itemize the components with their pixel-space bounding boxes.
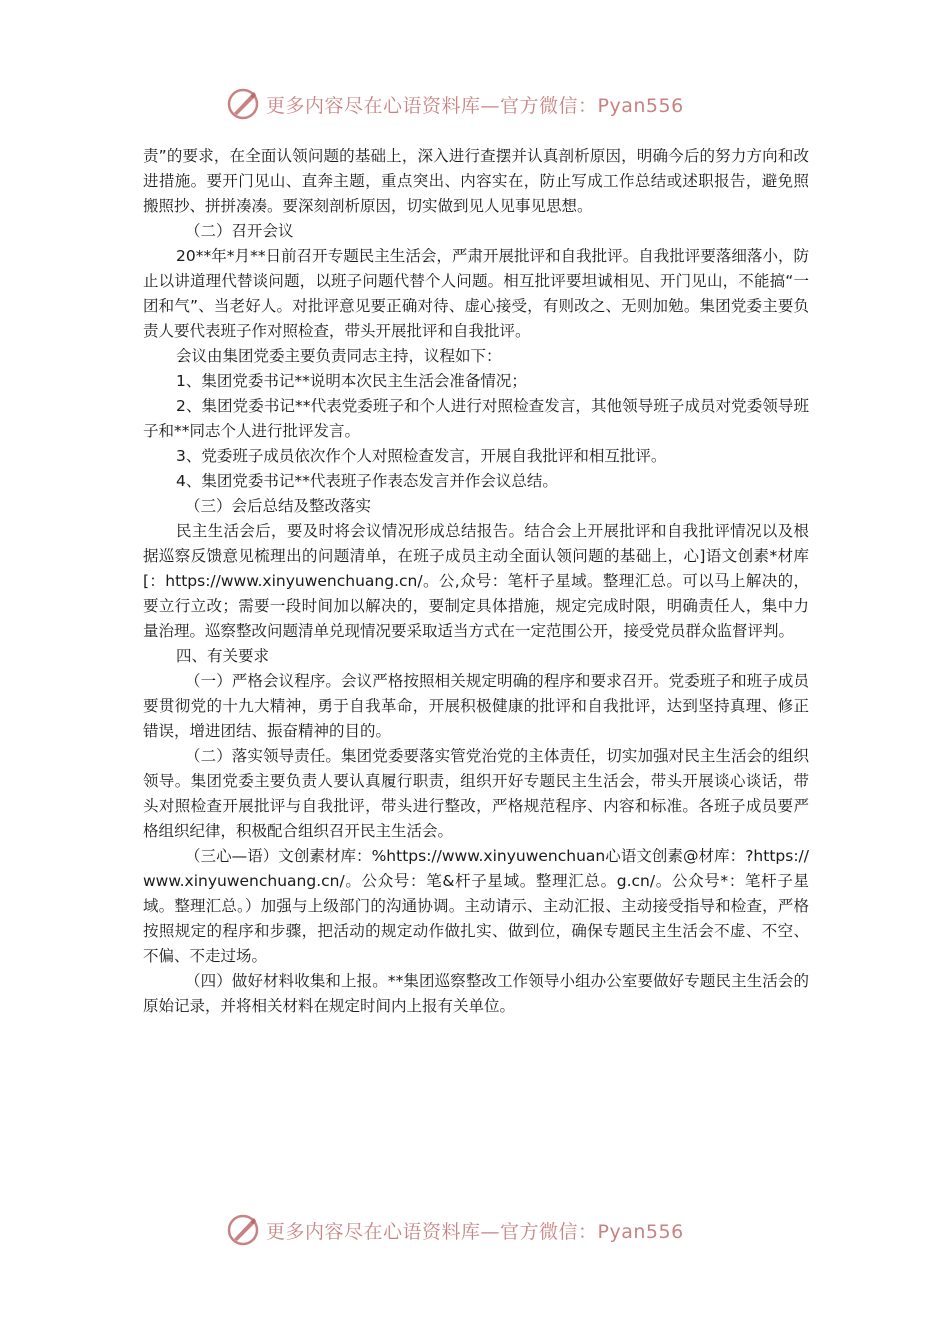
- section-heading: （二）召开会议: [185, 222, 294, 240]
- banner-wechat-code: Pyan556: [597, 94, 684, 117]
- list-item: 2、集团党委书记**代表党委班子和个人进行对照检查发言，其他领导班子成员对党委领导班子和**同志个人进行批评发言。: [143, 397, 809, 440]
- paragraph: 责”的要求，在全面认领问题的基础上，深入进行查摆并认真剖析原因，明确今后的努力方向和改进措施。要开门见山、直奔主题，重点突出、内容实在，防止写成工作总结或述职报告，避免照搬照抄、拼拼凑凑。要深刻剖析原因，切实做到见人见事见思想。: [143, 147, 809, 215]
- section-heading: （三）会后总结及整改落实: [185, 497, 372, 515]
- pen-circle-logo-icon: [226, 87, 260, 121]
- paragraph: （二）落实领导责任。集团党委要落实管党治党的主体责任，切实加强对民主生活会的组织领导。集团党委主要负责人要认真履行职责，组织开好专题民主生活会，带头开展谈心谈话，带头对照检查开展批评与自我批评，带头进行整改，严格规范程序、内容和标准。各班子成员要严格组织纪律，积极配合组织召开民主生活会。: [143, 747, 809, 840]
- banner-wechat-code: Pyan556: [597, 1220, 684, 1243]
- paragraph: 20**年*月**日前召开专题民主生活会，严肃开展批评和自我批评。自我批评要落细落小，防止以讲道理代替谈问题，以班子问题代替个人问题。相互批评要坦诚相见、开门见山，不能搞“一团和气”、当老好人。对批评意见要正确对待、虚心接受，有则改之、无则加勉。集团党委主要负责人要代表班子作对照检查，带头开展批评和自我批评。: [143, 247, 809, 340]
- list-item: 1、集团党委书记**说明本次民主生活会准备情况；: [176, 372, 527, 390]
- header-watermark-banner: [226, 84, 746, 124]
- footer-watermark-banner: [226, 1210, 746, 1250]
- section-heading: 四、有关要求: [176, 647, 270, 665]
- document-body: [143, 144, 809, 1019]
- paragraph: （一）严格会议程序。会议严格按照相关规定明确的程序和要求召开。党委班子和班子成员要贯彻党的十九大精神，勇于自我革命，开展积极健康的批评和自我批评，达到坚持真理、修正错误，增进团结、振奋精神的目的。: [143, 672, 809, 740]
- paragraph: （四）做好材料收集和上报。**集团巡察整改工作领导小组办公室要做好专题民主生活会的原始记录，并将相关材料在规定时间内上报有关单位。: [143, 972, 809, 1015]
- list-item: 3、党委班子成员依次作个人对照检查发言，开展自我批评和相互批评。: [176, 447, 667, 465]
- paragraph: 会议由集团党委主要负责同志主持，议程如下：: [176, 347, 502, 365]
- list-item: 4、集团党委书记**代表班子作表态发言并作会议总结。: [176, 472, 558, 490]
- pen-circle-logo-icon: [226, 1213, 260, 1247]
- banner-text: 更多内容尽在心语资料库—官方微信：Pyan556: [266, 94, 684, 117]
- paragraph: （三心—语）文创素材库：%https://www.xinyuwenchuan心语文创素@材库：?https://www.xinyuwenchuang.cn/。公众号：笔&杆子星域。整理汇总。g.cn/。公众号*：笔杆子星域。整理汇总。）加强与上级部门的沟通协调。主动请示、主动汇报、主动接受指导和检查，严格按照规定的程序和步骤，把活动的规定动作做扎实、做到位，确保专题民主生活会不虚、不空、不偏、不走过场。: [143, 847, 809, 965]
- paragraph: 民主生活会后，要及时将会议情况形成总结报告。结合会上开展批评和自我批评情况以及根据巡察反馈意见梳理出的问题清单，在班子成员主动全面认领问题的基础上，心]语文创素*材库[：https://www.xinyuwenchuang.cn/。公,众号：笔杆子星域。整理汇总。可以马上解决的，要立行立改；需要一段时间加以解决的，要制定具体措施，规定完成时限，明确责任人，集中力量治理。巡察整改问题清单兑现情况要采取适当方式在一定范围公开，接受党员群众监督评判。: [143, 522, 809, 640]
- banner-text: 更多内容尽在心语资料库—官方微信：Pyan556: [266, 1220, 684, 1243]
